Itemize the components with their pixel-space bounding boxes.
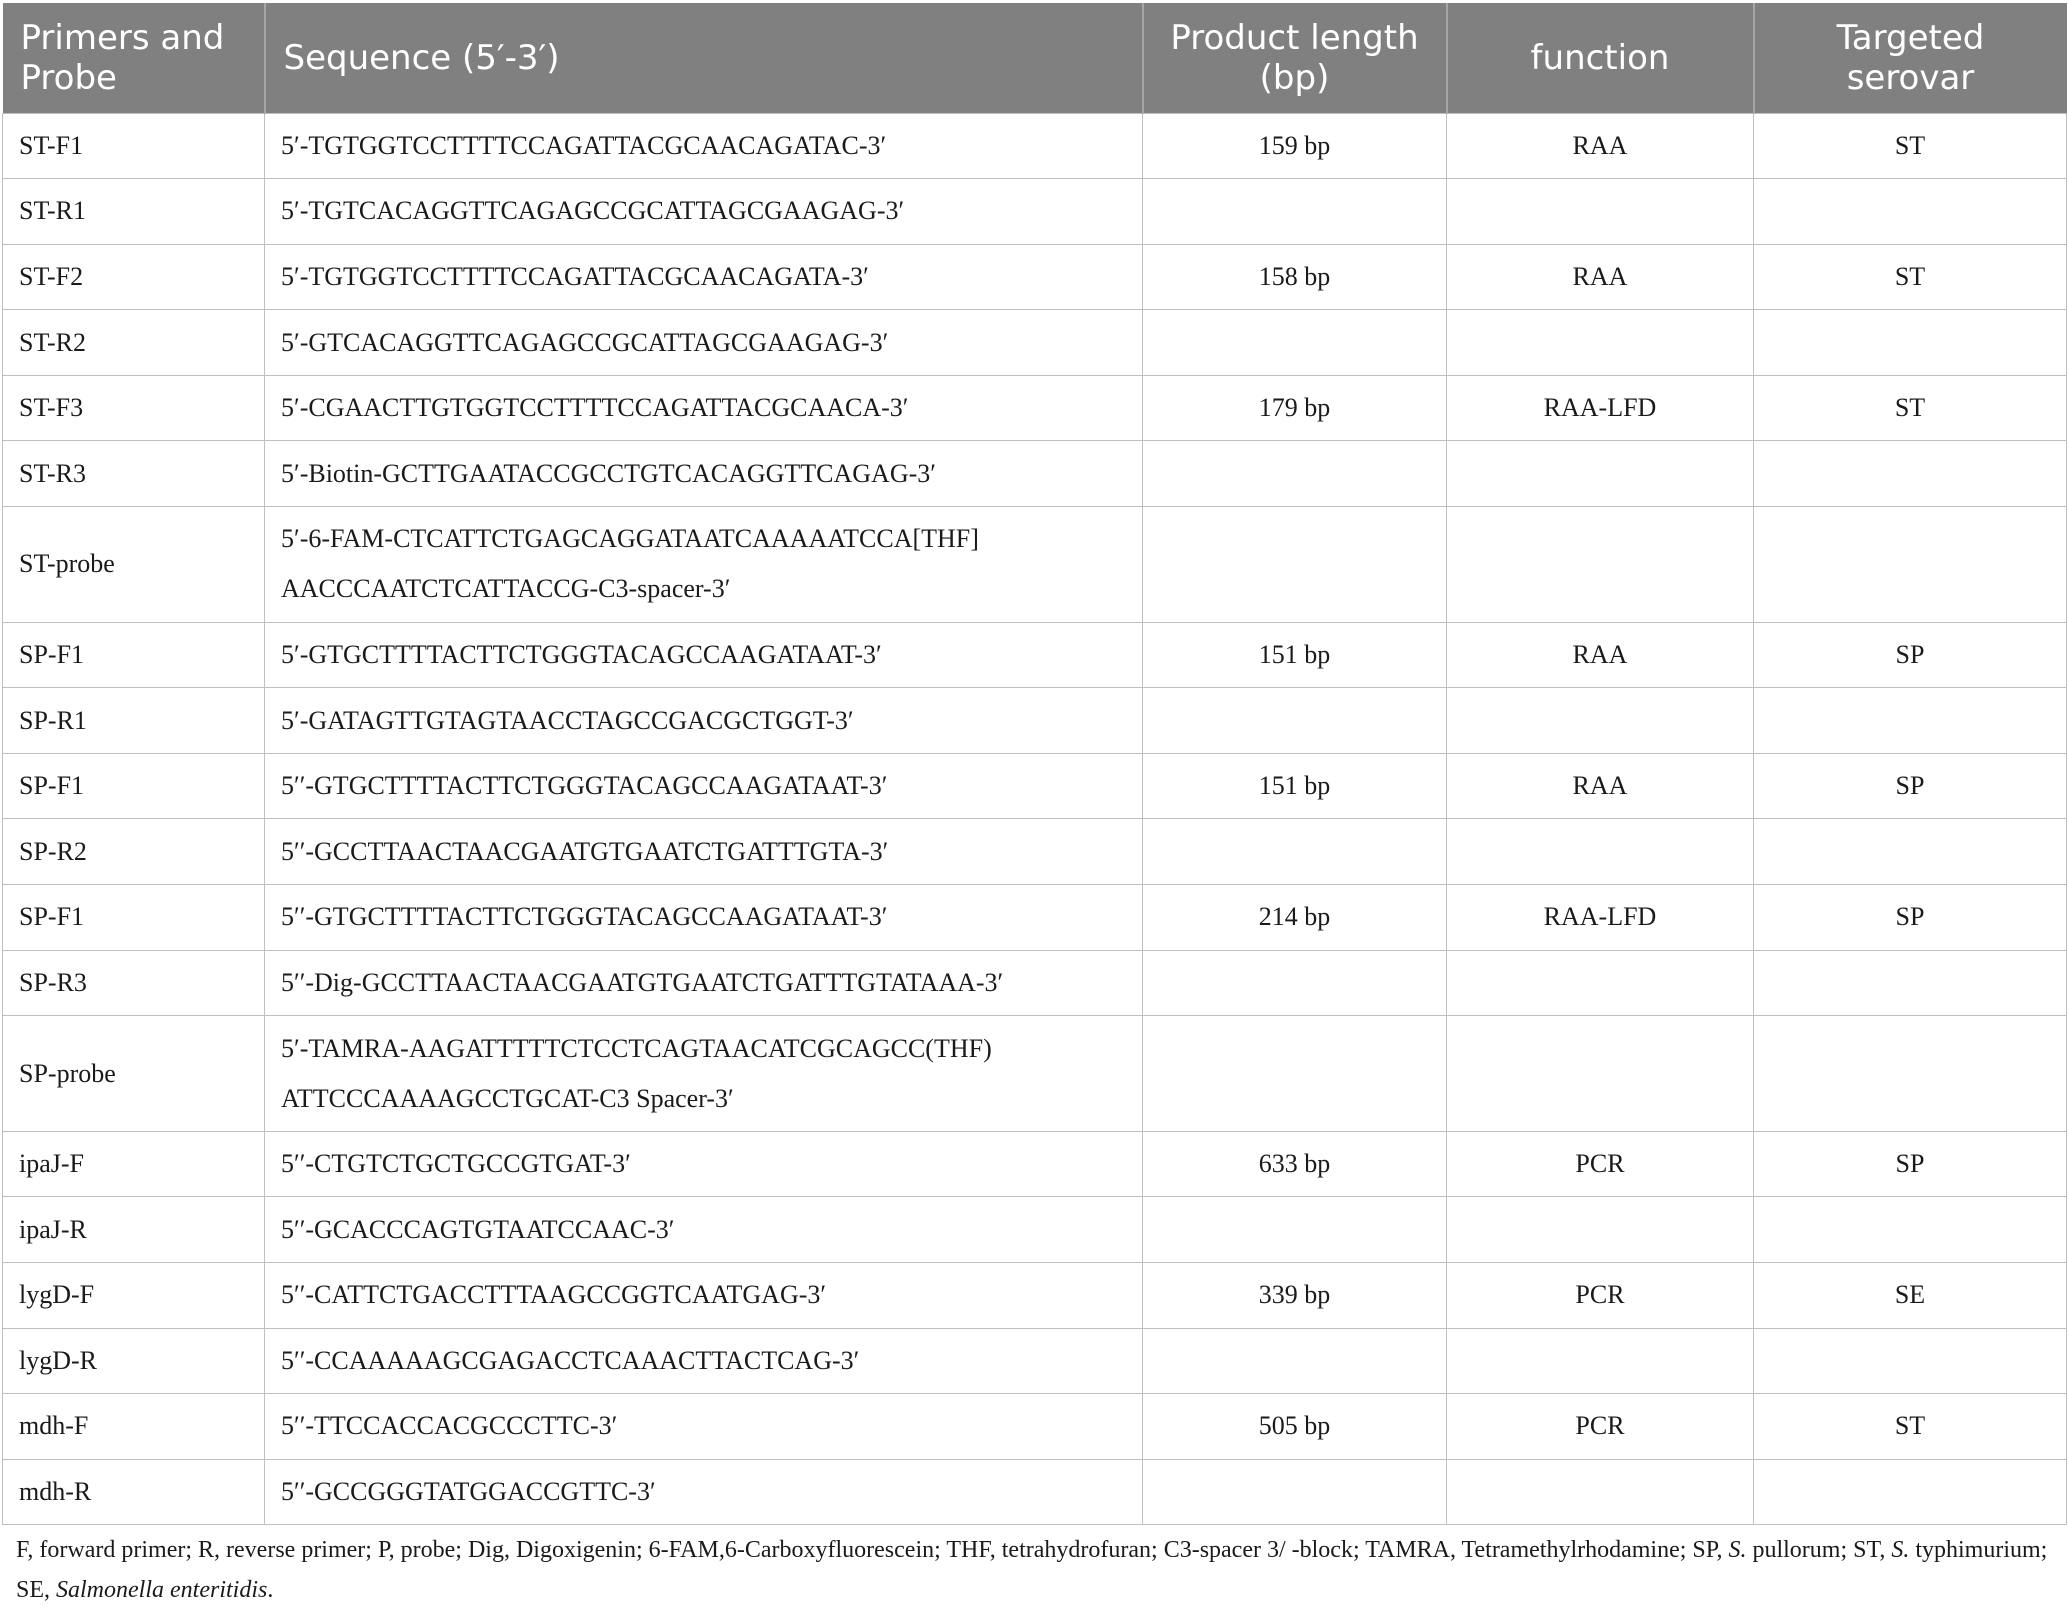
- sequence-cell: 5′-TGTGGTCCTTTTCCAGATTACGCAACAGATAC-3′: [265, 113, 1143, 179]
- header-product-length: Product length (bp): [1143, 3, 1447, 113]
- serovar-cell: ST: [1754, 244, 2067, 310]
- table-row: [3, 1328, 2067, 1394]
- sequence-cell: 5′′-CCAAAAAGCGAGACCTCAAACTTACTCAG-3′: [265, 1328, 1143, 1394]
- product-length-cell: [1143, 819, 1447, 885]
- function-cell: PCR: [1447, 1131, 1754, 1197]
- primer-table-container: [2, 3, 2066, 1525]
- function-cell: RAA: [1447, 113, 1754, 179]
- primer-name-cell: ST-probe: [3, 507, 265, 623]
- table-row: [3, 1459, 2067, 1525]
- sequence-cell: 5′-GTGCTTTTACTTCTGGGTACAGCCAAGATAAT-3′: [265, 622, 1143, 688]
- sequence-cell: 5′-CGAACTTGTGGTCCTTTTCCAGATTACGCAACA-3′: [265, 375, 1143, 441]
- primer-name-cell: ST-R1: [3, 179, 265, 245]
- serovar-cell: [1754, 310, 2067, 376]
- product-length-cell: 159 bp: [1143, 113, 1447, 179]
- product-length-cell: [1143, 950, 1447, 1016]
- function-cell: [1447, 310, 1754, 376]
- sequence-line-2: AACCCAATCTCATTACCG-C3-spacer-3′: [281, 574, 731, 604]
- serovar-cell: [1754, 441, 2067, 507]
- function-cell: [1447, 507, 1754, 623]
- sequence-cell: 5′′-CATTCTGACCTTTAAGCCGGTCAATGAG-3′: [265, 1263, 1143, 1329]
- table-row: [3, 1016, 2067, 1132]
- serovar-cell: [1754, 1016, 2067, 1132]
- serovar-cell: ST: [1754, 375, 2067, 441]
- sequence-cell: 5′′-GCACCCAGTGTAATCCAAC-3′: [265, 1197, 1143, 1263]
- table-row: [3, 441, 2067, 507]
- product-length-cell: 505 bp: [1143, 1394, 1447, 1460]
- primer-name-cell: ST-R2: [3, 310, 265, 376]
- table-footnote: [16, 1530, 2056, 1610]
- function-cell: [1447, 1459, 1754, 1525]
- product-length-cell: 158 bp: [1143, 244, 1447, 310]
- product-length-cell: [1143, 310, 1447, 376]
- function-cell: [1447, 1016, 1754, 1132]
- table-row: [3, 179, 2067, 245]
- footnote-italic-st: S.: [1891, 1537, 1910, 1563]
- sequence-line-2: ATTCCCAAAAGCCTGCAT-C3 Spacer-3′: [281, 1083, 734, 1113]
- primer-name-cell: SP-probe: [3, 1016, 265, 1132]
- primer-name-cell: ipaJ-F: [3, 1131, 265, 1197]
- header-function: function: [1447, 3, 1754, 113]
- serovar-cell: ST: [1754, 113, 2067, 179]
- table-row: [3, 375, 2067, 441]
- table-row: [3, 507, 2067, 623]
- primer-name-cell: ST-F3: [3, 375, 265, 441]
- footnote-text-4: .: [267, 1577, 274, 1603]
- product-length-cell: 339 bp: [1143, 1263, 1447, 1329]
- function-cell: RAA: [1447, 753, 1754, 819]
- header-sequence: Sequence (5′-3′): [265, 3, 1143, 113]
- table-row: [3, 310, 2067, 376]
- sequence-cell: 5′-Biotin-GCTTGAATACCGCCTGTCACAGGTTCAGAG-3′: [265, 441, 1143, 507]
- sequence-cell: [265, 507, 1143, 623]
- footnote-text-1: F, forward primer; R, reverse primer; P, probe; Dig, Digoxigenin; 6-FAM,6-Carboxyfluorescein; THF, tetrahydrofuran; C3-spacer 3/ -block; TAMRA, Tetramethylrhodamine; SP,: [16, 1537, 1729, 1563]
- sequence-cell: 5′-TGTCACAGGTTCAGAGCCGCATTAGCGAAGAG-3′: [265, 179, 1143, 245]
- table-row: [3, 244, 2067, 310]
- function-cell: [1447, 688, 1754, 754]
- serovar-cell: [1754, 688, 2067, 754]
- table-header-row: [3, 3, 2067, 113]
- product-length-cell: [1143, 1459, 1447, 1525]
- primer-name-cell: ST-F2: [3, 244, 265, 310]
- serovar-cell: [1754, 950, 2067, 1016]
- serovar-cell: [1754, 1328, 2067, 1394]
- function-cell: [1447, 1197, 1754, 1263]
- serovar-cell: [1754, 1459, 2067, 1525]
- product-length-cell: [1143, 1328, 1447, 1394]
- primer-name-cell: mdh-F: [3, 1394, 265, 1460]
- sequence-cell: 5′′-GTGCTTTTACTTCTGGGTACAGCCAAGATAAT-3′: [265, 753, 1143, 819]
- product-length-cell: 151 bp: [1143, 622, 1447, 688]
- sequence-cell: 5′′-GTGCTTTTACTTCTGGGTACAGCCAAGATAAT-3′: [265, 885, 1143, 951]
- sequence-cell: 5′′-CTGTCTGCTGCCGTGAT-3′: [265, 1131, 1143, 1197]
- function-cell: RAA: [1447, 244, 1754, 310]
- function-cell: PCR: [1447, 1394, 1754, 1460]
- product-length-cell: 633 bp: [1143, 1131, 1447, 1197]
- footnote-text-2: pullorum; ST,: [1746, 1537, 1892, 1563]
- product-length-cell: [1143, 1016, 1447, 1132]
- header-primers: Primers and Probe: [3, 3, 265, 113]
- footnote-italic-sp: S.: [1728, 1537, 1747, 1563]
- function-cell: [1447, 1328, 1754, 1394]
- product-length-cell: 151 bp: [1143, 753, 1447, 819]
- serovar-cell: [1754, 819, 2067, 885]
- table-row: [3, 950, 2067, 1016]
- sequence-cell: [265, 1016, 1143, 1132]
- sequence-cell: 5′-GATAGTTGTAGTAACCTAGCCGACGCTGGT-3′: [265, 688, 1143, 754]
- table-row: [3, 622, 2067, 688]
- footnote-text-3: typhimurium; SE,: [16, 1537, 2048, 1603]
- product-length-cell: 214 bp: [1143, 885, 1447, 951]
- primer-name-cell: ST-R3: [3, 441, 265, 507]
- table-row: [3, 1197, 2067, 1263]
- serovar-cell: SP: [1754, 622, 2067, 688]
- product-length-cell: [1143, 688, 1447, 754]
- primer-name-cell: lygD-F: [3, 1263, 265, 1329]
- primer-name-cell: SP-F1: [3, 753, 265, 819]
- serovar-cell: [1754, 507, 2067, 623]
- function-cell: [1447, 441, 1754, 507]
- table-row: [3, 885, 2067, 951]
- sequence-line-1: 5′-6-FAM-CTCATTCTGAGCAGGATAATCAAAAATCCA[THF]: [281, 524, 979, 554]
- function-cell: RAA-LFD: [1447, 375, 1754, 441]
- serovar-cell: SE: [1754, 1263, 2067, 1329]
- primer-name-cell: mdh-R: [3, 1459, 265, 1525]
- product-length-cell: [1143, 441, 1447, 507]
- serovar-cell: SP: [1754, 753, 2067, 819]
- serovar-cell: SP: [1754, 1131, 2067, 1197]
- function-cell: PCR: [1447, 1263, 1754, 1329]
- sequence-cell: 5′′-TTCCACCACGCCCTTC-3′: [265, 1394, 1143, 1460]
- header-targeted-serovar: Targeted serovar: [1754, 3, 2067, 113]
- serovar-cell: ST: [1754, 1394, 2067, 1460]
- primer-name-cell: SP-R1: [3, 688, 265, 754]
- primer-name-cell: SP-R2: [3, 819, 265, 885]
- table-row: [3, 1131, 2067, 1197]
- table-body: [3, 113, 2067, 1525]
- table-row: [3, 819, 2067, 885]
- primer-name-cell: SP-R3: [3, 950, 265, 1016]
- primer-name-cell: SP-F1: [3, 885, 265, 951]
- function-cell: RAA-LFD: [1447, 885, 1754, 951]
- function-cell: [1447, 950, 1754, 1016]
- primer-name-cell: SP-F1: [3, 622, 265, 688]
- primer-name-cell: lygD-R: [3, 1328, 265, 1394]
- table-row: [3, 753, 2067, 819]
- sequence-cell: 5′′-GCCTTAACTAACGAATGTGAATCTGATTTGTA-3′: [265, 819, 1143, 885]
- sequence-cell: 5′-TGTGGTCCTTTTCCAGATTACGCAACAGATA-3′: [265, 244, 1143, 310]
- product-length-cell: [1143, 507, 1447, 623]
- table-row: [3, 1394, 2067, 1460]
- function-cell: [1447, 819, 1754, 885]
- primer-name-cell: ipaJ-R: [3, 1197, 265, 1263]
- function-cell: [1447, 179, 1754, 245]
- serovar-cell: SP: [1754, 885, 2067, 951]
- primer-name-cell: ST-F1: [3, 113, 265, 179]
- footnote-italic-se: Salmonella enteritidis: [56, 1577, 268, 1603]
- serovar-cell: [1754, 179, 2067, 245]
- sequence-cell: 5′′-GCCGGGTATGGACCGTTC-3′: [265, 1459, 1143, 1525]
- table-row: [3, 688, 2067, 754]
- table-row: [3, 113, 2067, 179]
- product-length-cell: [1143, 1197, 1447, 1263]
- sequence-cell: 5′′-Dig-GCCTTAACTAACGAATGTGAATCTGATTTGTATAAA-3′: [265, 950, 1143, 1016]
- serovar-cell: [1754, 1197, 2067, 1263]
- sequence-cell: 5′-GTCACAGGTTCAGAGCCGCATTAGCGAAGAG-3′: [265, 310, 1143, 376]
- product-length-cell: [1143, 179, 1447, 245]
- sequence-line-1: 5′-TAMRA-AAGATTTTTCTCCTCAGTAACATCGCAGCC(THF): [281, 1033, 992, 1063]
- function-cell: RAA: [1447, 622, 1754, 688]
- table-row: [3, 1263, 2067, 1329]
- product-length-cell: 179 bp: [1143, 375, 1447, 441]
- primer-table: [2, 3, 2067, 1525]
